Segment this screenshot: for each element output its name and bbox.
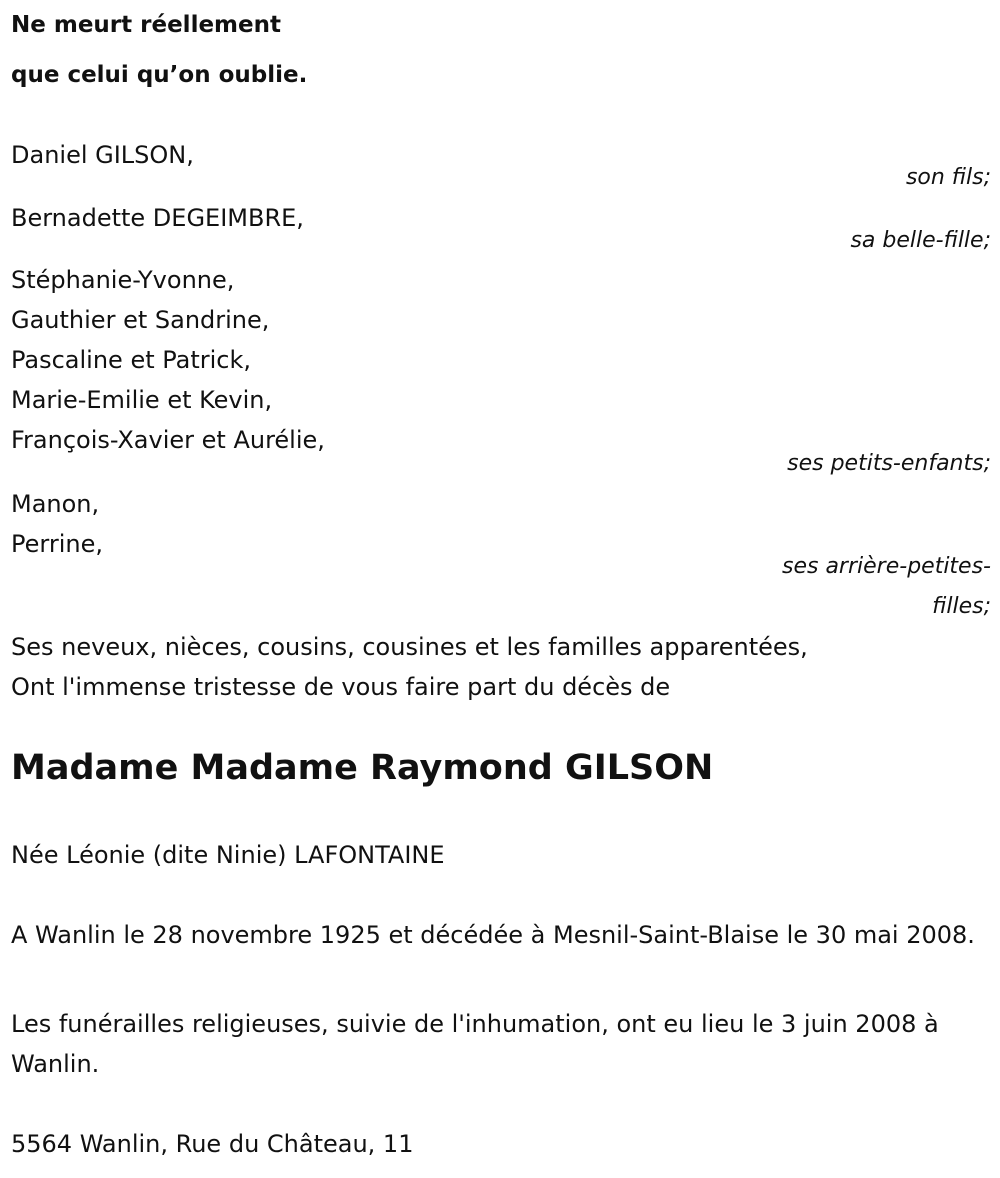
epigraph-line-2: que celui qu’on oublie. (11, 62, 308, 88)
family-role: ses petits-enfants; (787, 451, 991, 476)
family-name: Bernadette DEGEIMBRE, (11, 204, 304, 232)
relatives-line: Ses neveux, nièces, cousins, cousines et les familles apparentées, (11, 633, 808, 661)
family-role: ses arrière-petites- (782, 554, 991, 579)
family-role: son fils; (905, 165, 991, 190)
family-name: Stéphanie-Yvonne, (11, 266, 235, 294)
maiden-name: Née Léonie (dite Ninie) LAFONTAINE (11, 841, 445, 869)
birth-death-dates: A Wanlin le 28 novembre 1925 et décédée à Mesnil-Saint-Blaise le 30 mai 2008. (11, 921, 975, 949)
family-name: Pascaline et Patrick, (11, 346, 252, 374)
announcement-line: Ont l'immense tristesse de vous faire part du décès de (11, 673, 671, 701)
deceased-name: Madame Madame Raymond GILSON (11, 748, 714, 788)
family-role: filles; (932, 594, 991, 619)
address: 5564 Wanlin, Rue du Château, 11 (11, 1130, 414, 1158)
family-name: Gauthier et Sandrine, (11, 306, 270, 334)
family-name: Perrine, (11, 530, 103, 558)
family-role: sa belle-fille; (850, 228, 991, 253)
family-name: Daniel GILSON, (11, 141, 194, 169)
epigraph-line-1: Ne meurt réellement (11, 12, 281, 38)
funeral-info: Les funérailles religieuses, suivie de l'inhumation, ont eu lieu le 3 juin 2008 à Wanlin. (11, 1010, 939, 1078)
family-name: François-Xavier et Aurélie, (11, 426, 325, 454)
family-name: Manon, (11, 490, 100, 518)
family-name: Marie-Emilie et Kevin, (11, 386, 273, 414)
